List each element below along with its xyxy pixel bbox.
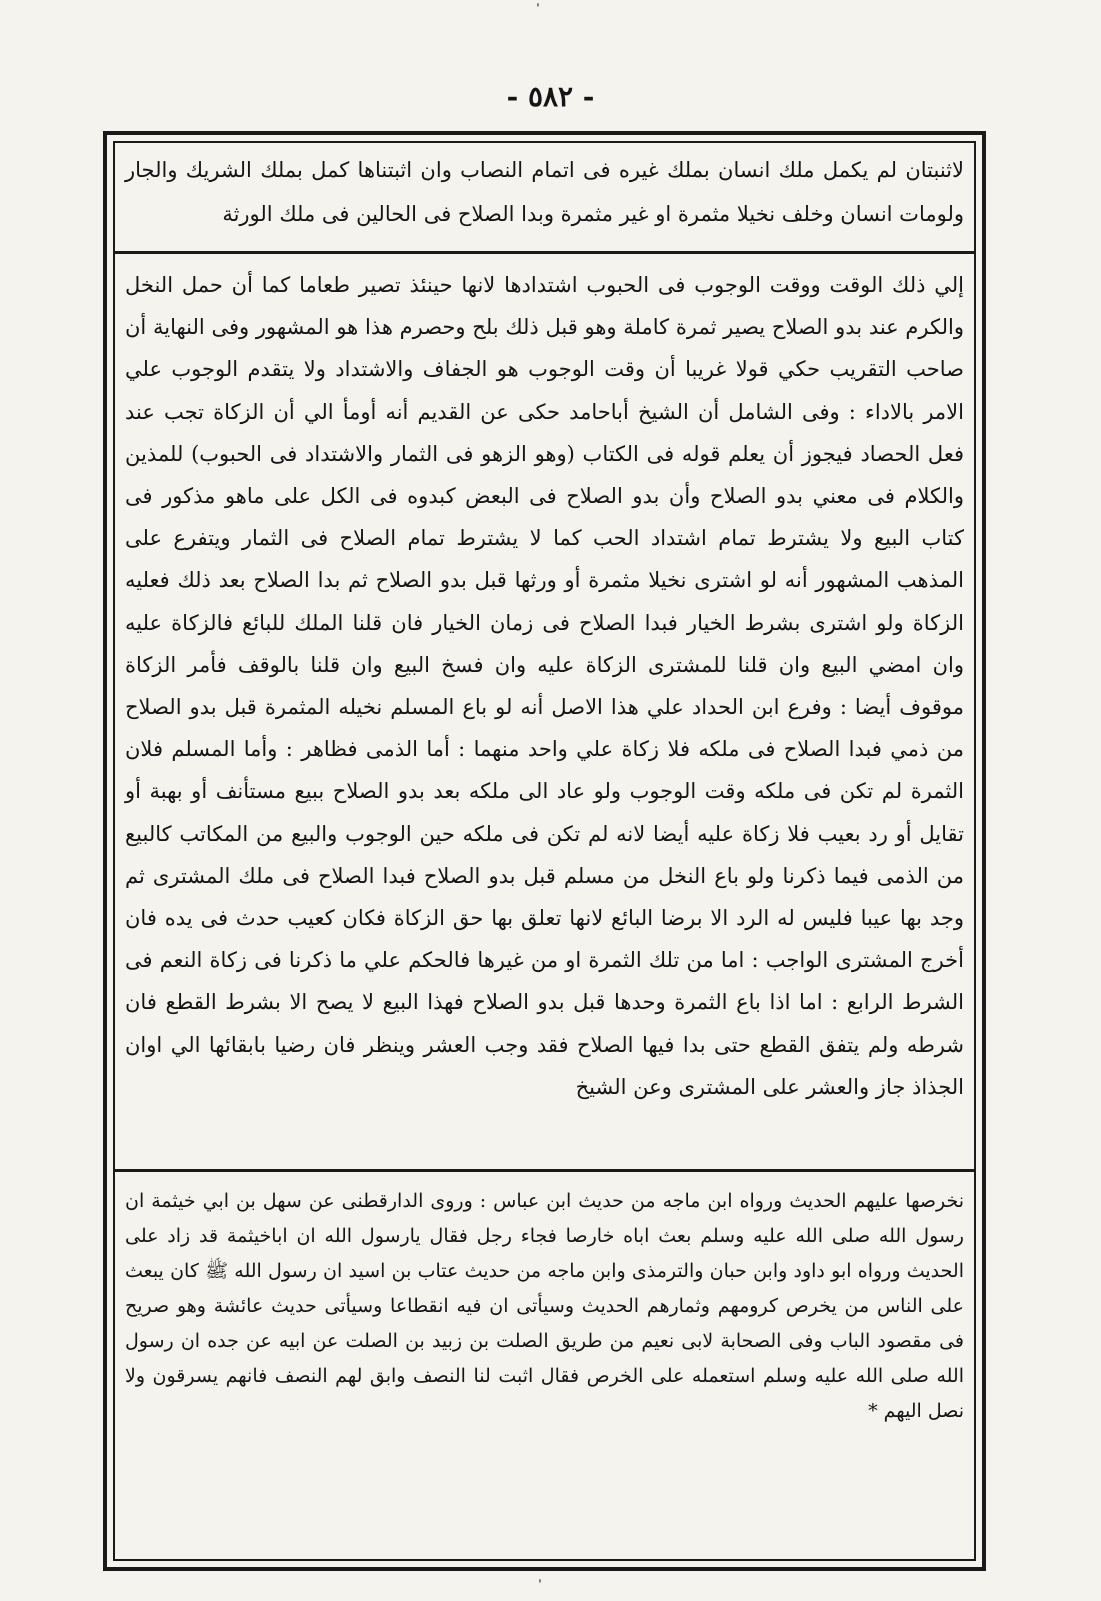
page-number: - ٥٨٢ - [506,80,595,113]
footnote-block [115,1184,974,1554]
top-ornament-mark: ˈ [536,2,540,18]
section-divider-top [115,251,974,254]
main-text-paragraph: إلي ذلك الوقت ووقت الوجوب فى الحبوب اشتدادها لانها حينئذ تصير طعاما كما أن حمل النخل والكرم عند بدو الصلاح يصير ثمرة كاملة وهو قبل ذلك بلح وحصرم هذا هو المشهور وفى النهاية أن صاحب التقريب حكي قولا غريبا أن وقت الوجوب هو الجفاف والاشتداد ولا يتقدم الوجوب علي الامر بالاداء : وفى الشامل أن الشيخ أباحامد حكى عن القديم أنه أومأ الي أن الزكاة تجب عند فعل الحصاد فيجوز أن يعلم قوله فى الكتاب (وهو الزهو فى الثمار والاشتداد فى الحبوب) للمذين والكلام فى معني بدو الصلاح وأن بدو الصلاح فى البعض كبدوه فى الكل على ماهو مذكور فى كتاب البيع ولا يشترط تمام اشتداد الحب كما لا يشترط تمام الصلاح فى الثمار ويتفرع على المذهب المشهور أنه لو اشترى نخيلا مثمرة أو ورثها قبل بدو الصلاح ثم بدا الصلاح بعد ذلك فعليه الزكاة ولو اشترى بشرط الخيار فبدا الصلاح فى زمان الخيار فان قلنا الملك للبائع فالزكاة عليه وان امضي البيع وان قلنا للمشترى الزكاة عليه وان فسخ البيع وان قلنا بالوقف فأمر الزكاة موقوف أيضا : وفرع ابن الحداد علي هذا الاصل أنه لو باع المسلم نخيله المثمرة قبل بدو الصلاح من ذمي فبدا الصلاح فى ملكه فلا زكاة علي واحد منهما : أما الذمى فظاهر : وأما المسلم فلان الثمرة لم تكن فى ملكه وقت الوجوب ولو عاد الى ملكه بعد بدو الصلاح ببيع مستأنف أو بهبة أو تقايل أو رد بعيب فلا زكاة عليه أيضا لانه لم تكن فى ملكه حين الوجوب والبيع من المكاتب كالبيع من الذمى فيما ذكرنا ولو باع النخل من مسلم قبل بدو الصلاح فبدا الصلاح فى ملك المشترى ثم وجد بها عيبا فليس له الرد الا برضا البائع لانها تعلق بها حق الزكاة فكان كعيب حدث فى يده فان أخرج المشترى الواجب : اما من تلك الثمرة او من غيرها فالحكم علي ما ذكرنا فى زكاة النعم فى الشرط الرابع : اما اذا باع الثمرة وحدها قبل بدو الصلاح فهذا البيع لا يصح الا بشرط القطع فان شرطه ولم يتفق القطع حتى بدا فيها الصلاح فقد وجب العشر وينظر فان رضيا بابقائها الي اوان الجذاذ جاز والعشر على المشترى وعن الشيخ [125,273,964,1099]
main-text-block [115,264,974,1164]
top-text-paragraph: لاثنبتان لم يكمل ملك انسان بملك غيره فى اتمام النصاب وان اثبتناها كمل بملك الشريك والجار ولومات انسان وخلف نخيلا مثمرة او غير مثمرة وبدا الصلاح فى الحالين فى ملك الورثة [125,158,964,226]
bottom-ornament-mark: ˈ [538,1578,542,1594]
section-divider-footnote [115,1169,974,1172]
footnote-paragraph: نخرصها عليهم الحديث ورواه ابن ماجه من حديث ابن عباس : وروى الدارقطنى عن سهل بن ابي خيثمة ان رسول الله صلى الله عليه وسلم بعث اباه خارصا فجاء رجل فقال يارسول الله ان اباخيثمة قد زاد على الحديث ورواه ابو داود وابن حبان والترمذى وابن ماجه من حديث عتاب بن اسيد ان رسول الله ﷺ كان يبعث على الناس من يخرص كرومهم وثمارهم الحديث وسيأتى ان فيه انقطاعا وسيأتى حديث عائشة وهو صريح فى مقصود الباب وفى الصحابة لابى نعيم من طريق الصلت بن زبيد بن الصلت عن ابيه عن جده ان رسول الله صلى الله عليه وسلم استعمله على الخرص فقال اثبت لنا النصف وابق لهم النصف فانهم يسرقون ولا نصل اليهم * [125,1190,964,1422]
top-text-block [115,144,974,244]
